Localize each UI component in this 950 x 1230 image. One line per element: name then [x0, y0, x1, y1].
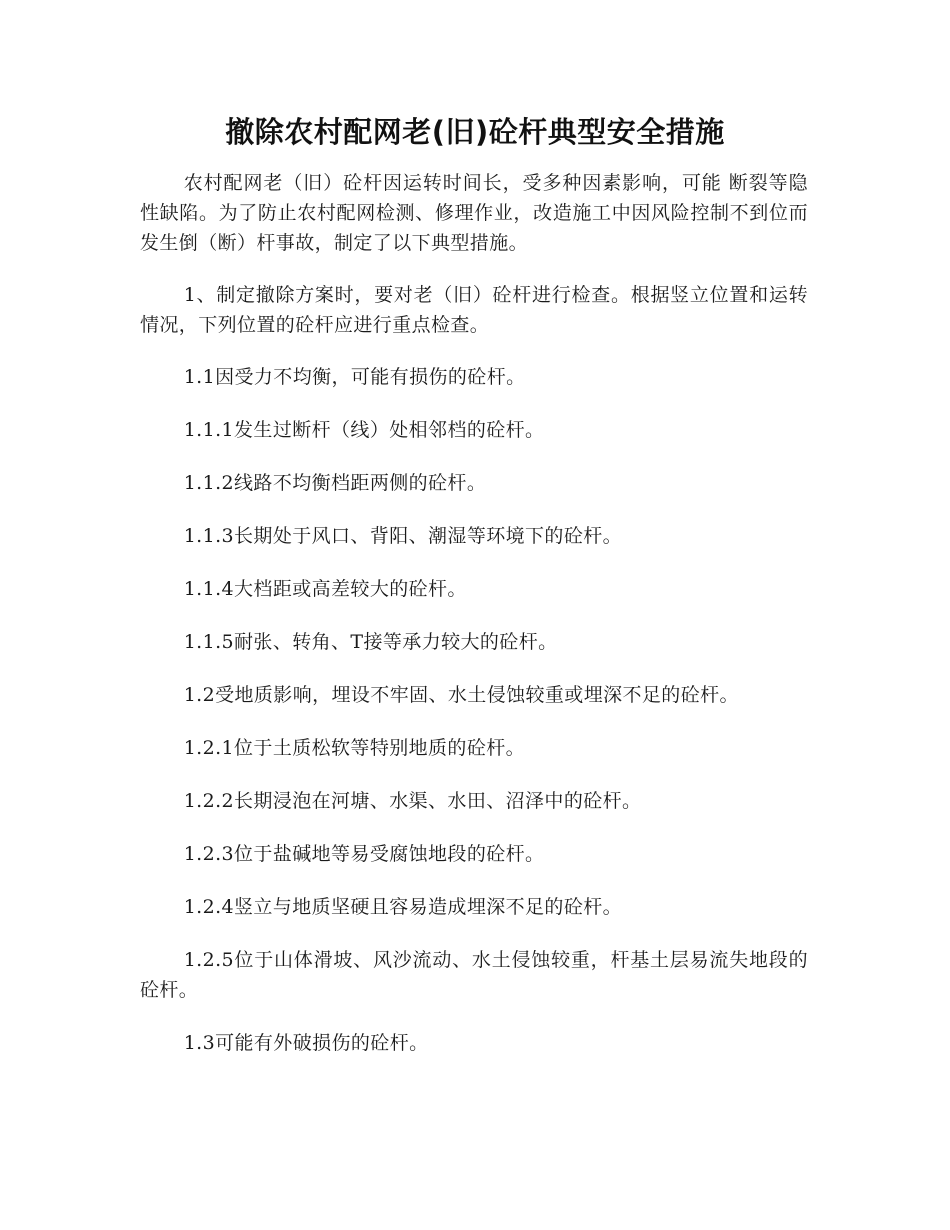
document-body [140, 168, 808, 1058]
paragraph-1-2-2: 1.2.2长期浸泡在河塘、水渠、水田、沼泽中的砼杆。 [183, 790, 642, 812]
paragraph-1-1-3: 1.1.3长期处于风口、背阳、潮湿等环境下的砼杆。 [183, 525, 623, 547]
paragraph-section-1: 1、制定撤除方案时，要对老（旧）砼杆进行检查。根据竖立位置和运转情况，下列位置的砼杆应进行重点检查。 [140, 284, 808, 336]
paragraph-intro: 农村配网老（旧）砼杆因运转时间长，受多种因素影响，可能 断裂等隐性缺陷。为了防止农村配网检测、修理作业，改造施工中因风险控制不到位而发生倒（断）杆事故，制定了以下典型措施。 [140, 172, 808, 254]
paragraph-1-1: 1.1因受力不均衡，可能有损伤的砼杆。 [183, 366, 526, 388]
paragraph-1-2-4: 1.2.4竖立与地质坚硬且容易造成埋深不足的砼杆。 [183, 896, 623, 918]
paragraph-1-2: 1.2受地质影响，埋设不牢固、水土侵蚀较重或埋深不足的砼杆。 [183, 684, 739, 706]
paragraph-1-1-4: 1.1.4大档距或高差较大的砼杆。 [183, 578, 467, 600]
paragraph-1-2-3: 1.2.3位于盐碱地等易受腐蚀地段的砼杆。 [183, 843, 545, 865]
paragraph-1-2-5: 1.2.5位于山体滑坡、风沙流动、水土侵蚀较重，杆基土层易流失地段的砼杆。 [140, 949, 808, 1001]
paragraph-1-3: 1.3可能有外破损伤的砼杆。 [183, 1032, 429, 1054]
paragraph-1-2-1: 1.2.1位于土质松软等特别地质的砼杆。 [183, 737, 526, 759]
document-title: 撤除农村配网老(旧)砼杆典型安全措施 [225, 115, 725, 149]
paragraph-1-1-2: 1.1.2线路不均衡档距两侧的砼杆。 [183, 472, 487, 494]
paragraph-1-1-5: 1.1.5耐张、转角、T接等承力较大的砼杆。 [183, 631, 558, 653]
paragraph-1-1-1: 1.1.1发生过断杆（线）处相邻档的砼杆。 [183, 419, 545, 441]
